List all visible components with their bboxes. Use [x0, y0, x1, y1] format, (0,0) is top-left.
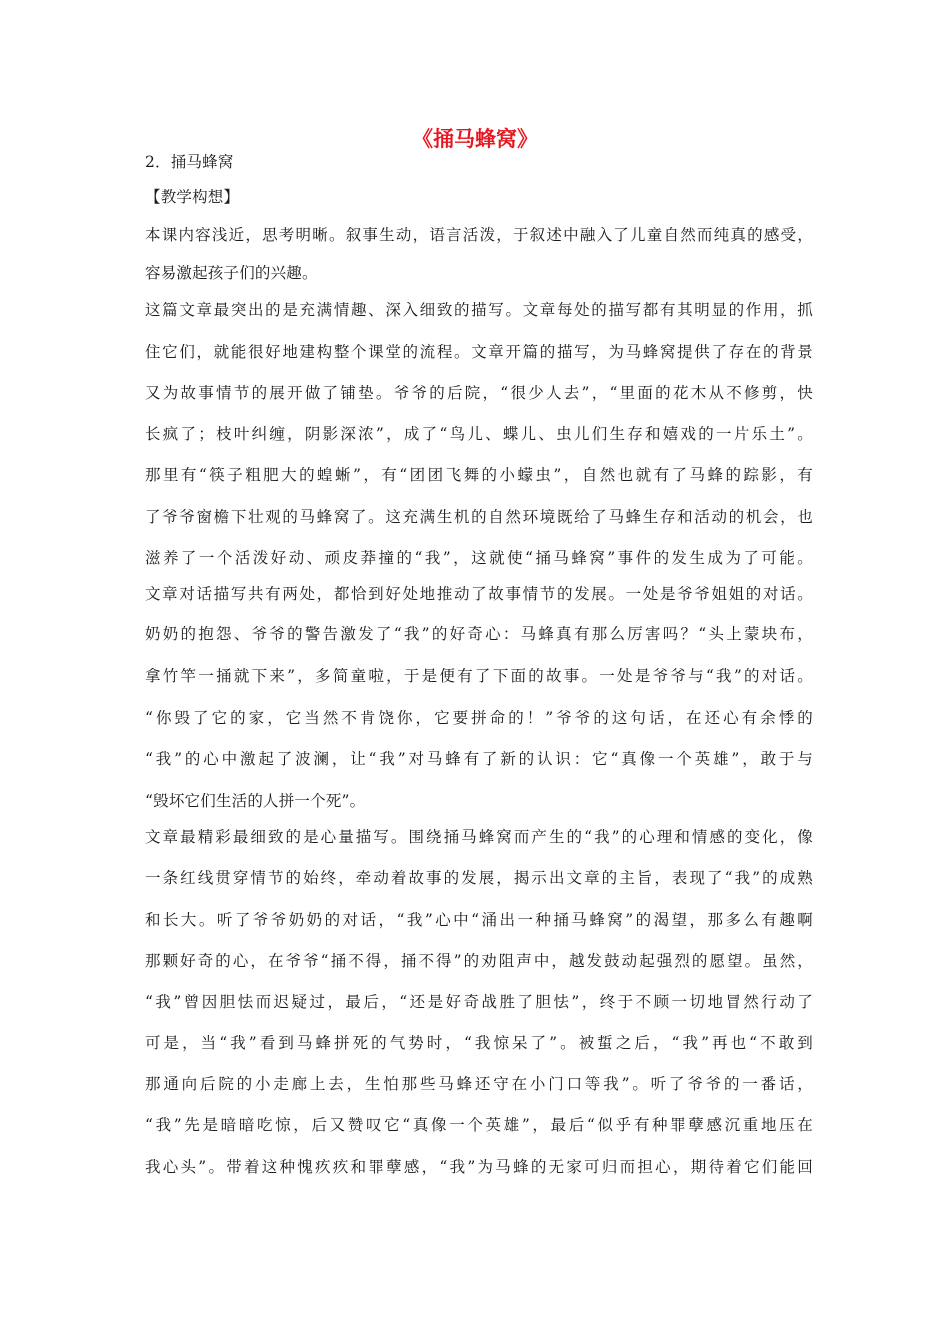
paragraph-line: 我心头”。带着这种愧疚疚和罪孽感，“我”为马蜂的无家可归而担心，期待着它们能回 — [145, 1158, 813, 1176]
paragraph-line: 又为故事情节的展开做了铺垫。爷爷的后院，“很少人去”，“里面的花木从不修剪，快 — [145, 384, 813, 402]
paragraph-line: 文章对话描写共有两处，都恰到好处地推动了故事情节的发展。一处是爷爷姐姐的对话。 — [145, 585, 813, 603]
paragraph-line: 和长大。听了爷爷奶奶的对话，“我”心中“涌出一种捅马蜂窝”的渴望，那多么有趣啊 — [145, 911, 813, 929]
paragraph-line: 住它们，就能很好地建构整个课堂的流程。文章开篇的描写，为马蜂窝提供了存在的背景 — [145, 343, 813, 361]
paragraph-line: “我”曾因胆怯而迟疑过，最后，“还是好奇战胜了胆怯”，终于不顾一切地冒然行动了 — [145, 993, 813, 1011]
paragraph-line: 可是，当“我”看到马蜂拼死的气势时，“我惊呆了”。被蜇之后，“我”再也“不敢到 — [145, 1034, 813, 1052]
paragraph-line: 长疯了；枝叶纠缠，阴影深浓”，成了“鸟儿、蝶儿、虫儿们生存和嬉戏的一片乐土”。 — [145, 425, 813, 443]
paragraph-line: 那通向后院的小走廊上去，生怕那些马蜂还守在小门口等我”。听了爷爷的一番话， — [145, 1075, 813, 1093]
paragraph-line: 容易激起孩子们的兴趣。 — [145, 264, 318, 282]
paragraph-line: 这篇文章最突出的是充满情趣、深入细致的描写。文章每处的描写都有其明显的作用，抓 — [145, 301, 813, 319]
paragraph-line: 那里有“筷子粗肥大的蝗蜥”，有“团团飞舞的小蠓虫”，自然也就有了马蜂的踪影，有 — [145, 466, 813, 484]
paragraph-line: 文章最精彩最细致的是心量描写。围绕捅马蜂窝而产生的“我”的心理和情感的变化，像 — [145, 828, 813, 846]
paragraph-line: 滋养了一个活泼好动、顽皮莽撞的“我”，这就使“捅马蜂窝”事件的发生成为了可能。 — [145, 549, 813, 567]
paragraph-line: 本课内容浅近，思考明晰。叙事生动，语言活泼，于叙述中融入了儿童自然而纯真的感受， — [145, 226, 813, 244]
paragraph-line: “我”的心中激起了波澜，让“我”对马蜂有了新的认识：它“真像一个英雄”，敢于与 — [145, 750, 813, 768]
paragraph-line: 那颗好奇的心，在爷爷“捅不得，捅不得”的劝阻声中，越发鼓动起强烈的愿望。虽然， — [145, 952, 813, 970]
paragraph-line: 拿竹竿一捅就下来”，多简童啦，于是便有了下面的故事。一处是爷爷与“我”的对话。 — [145, 667, 813, 685]
subsection-heading: 【教学构想】 — [145, 188, 240, 206]
paragraph-line: “你毁了它的家，它当然不肯饶你，它要拼命的！”爷爷的这句话，在还心有余悸的 — [145, 709, 813, 727]
section-heading: 2．捅马蜂窝 — [145, 153, 234, 171]
paragraph-line: 奶奶的抱怨、爷爷的警告激发了“我”的好奇心：马蜂真有那么厉害吗？“头上蒙块布， — [145, 625, 813, 643]
paragraph-line: 了爷爷窗檐下壮观的马蜂窝了。这充满生机的自然环境既给了马蜂生存和活动的机会，也 — [145, 508, 813, 526]
paragraph-line: 一条红线贯穿情节的始终，牵动着故事的发展，揭示出文章的主旨，表现了“我”的成熟 — [145, 869, 813, 887]
page-title: 《捅马蜂窝》 — [412, 127, 538, 151]
paragraph-line: “毁坏它们生活的人拼一个死”。 — [145, 792, 366, 810]
paragraph-line: “我”先是暗暗吃惊，后又赞叹它“真像一个英雄”，最后“似乎有种罪孽感沉重地压在 — [145, 1116, 813, 1134]
